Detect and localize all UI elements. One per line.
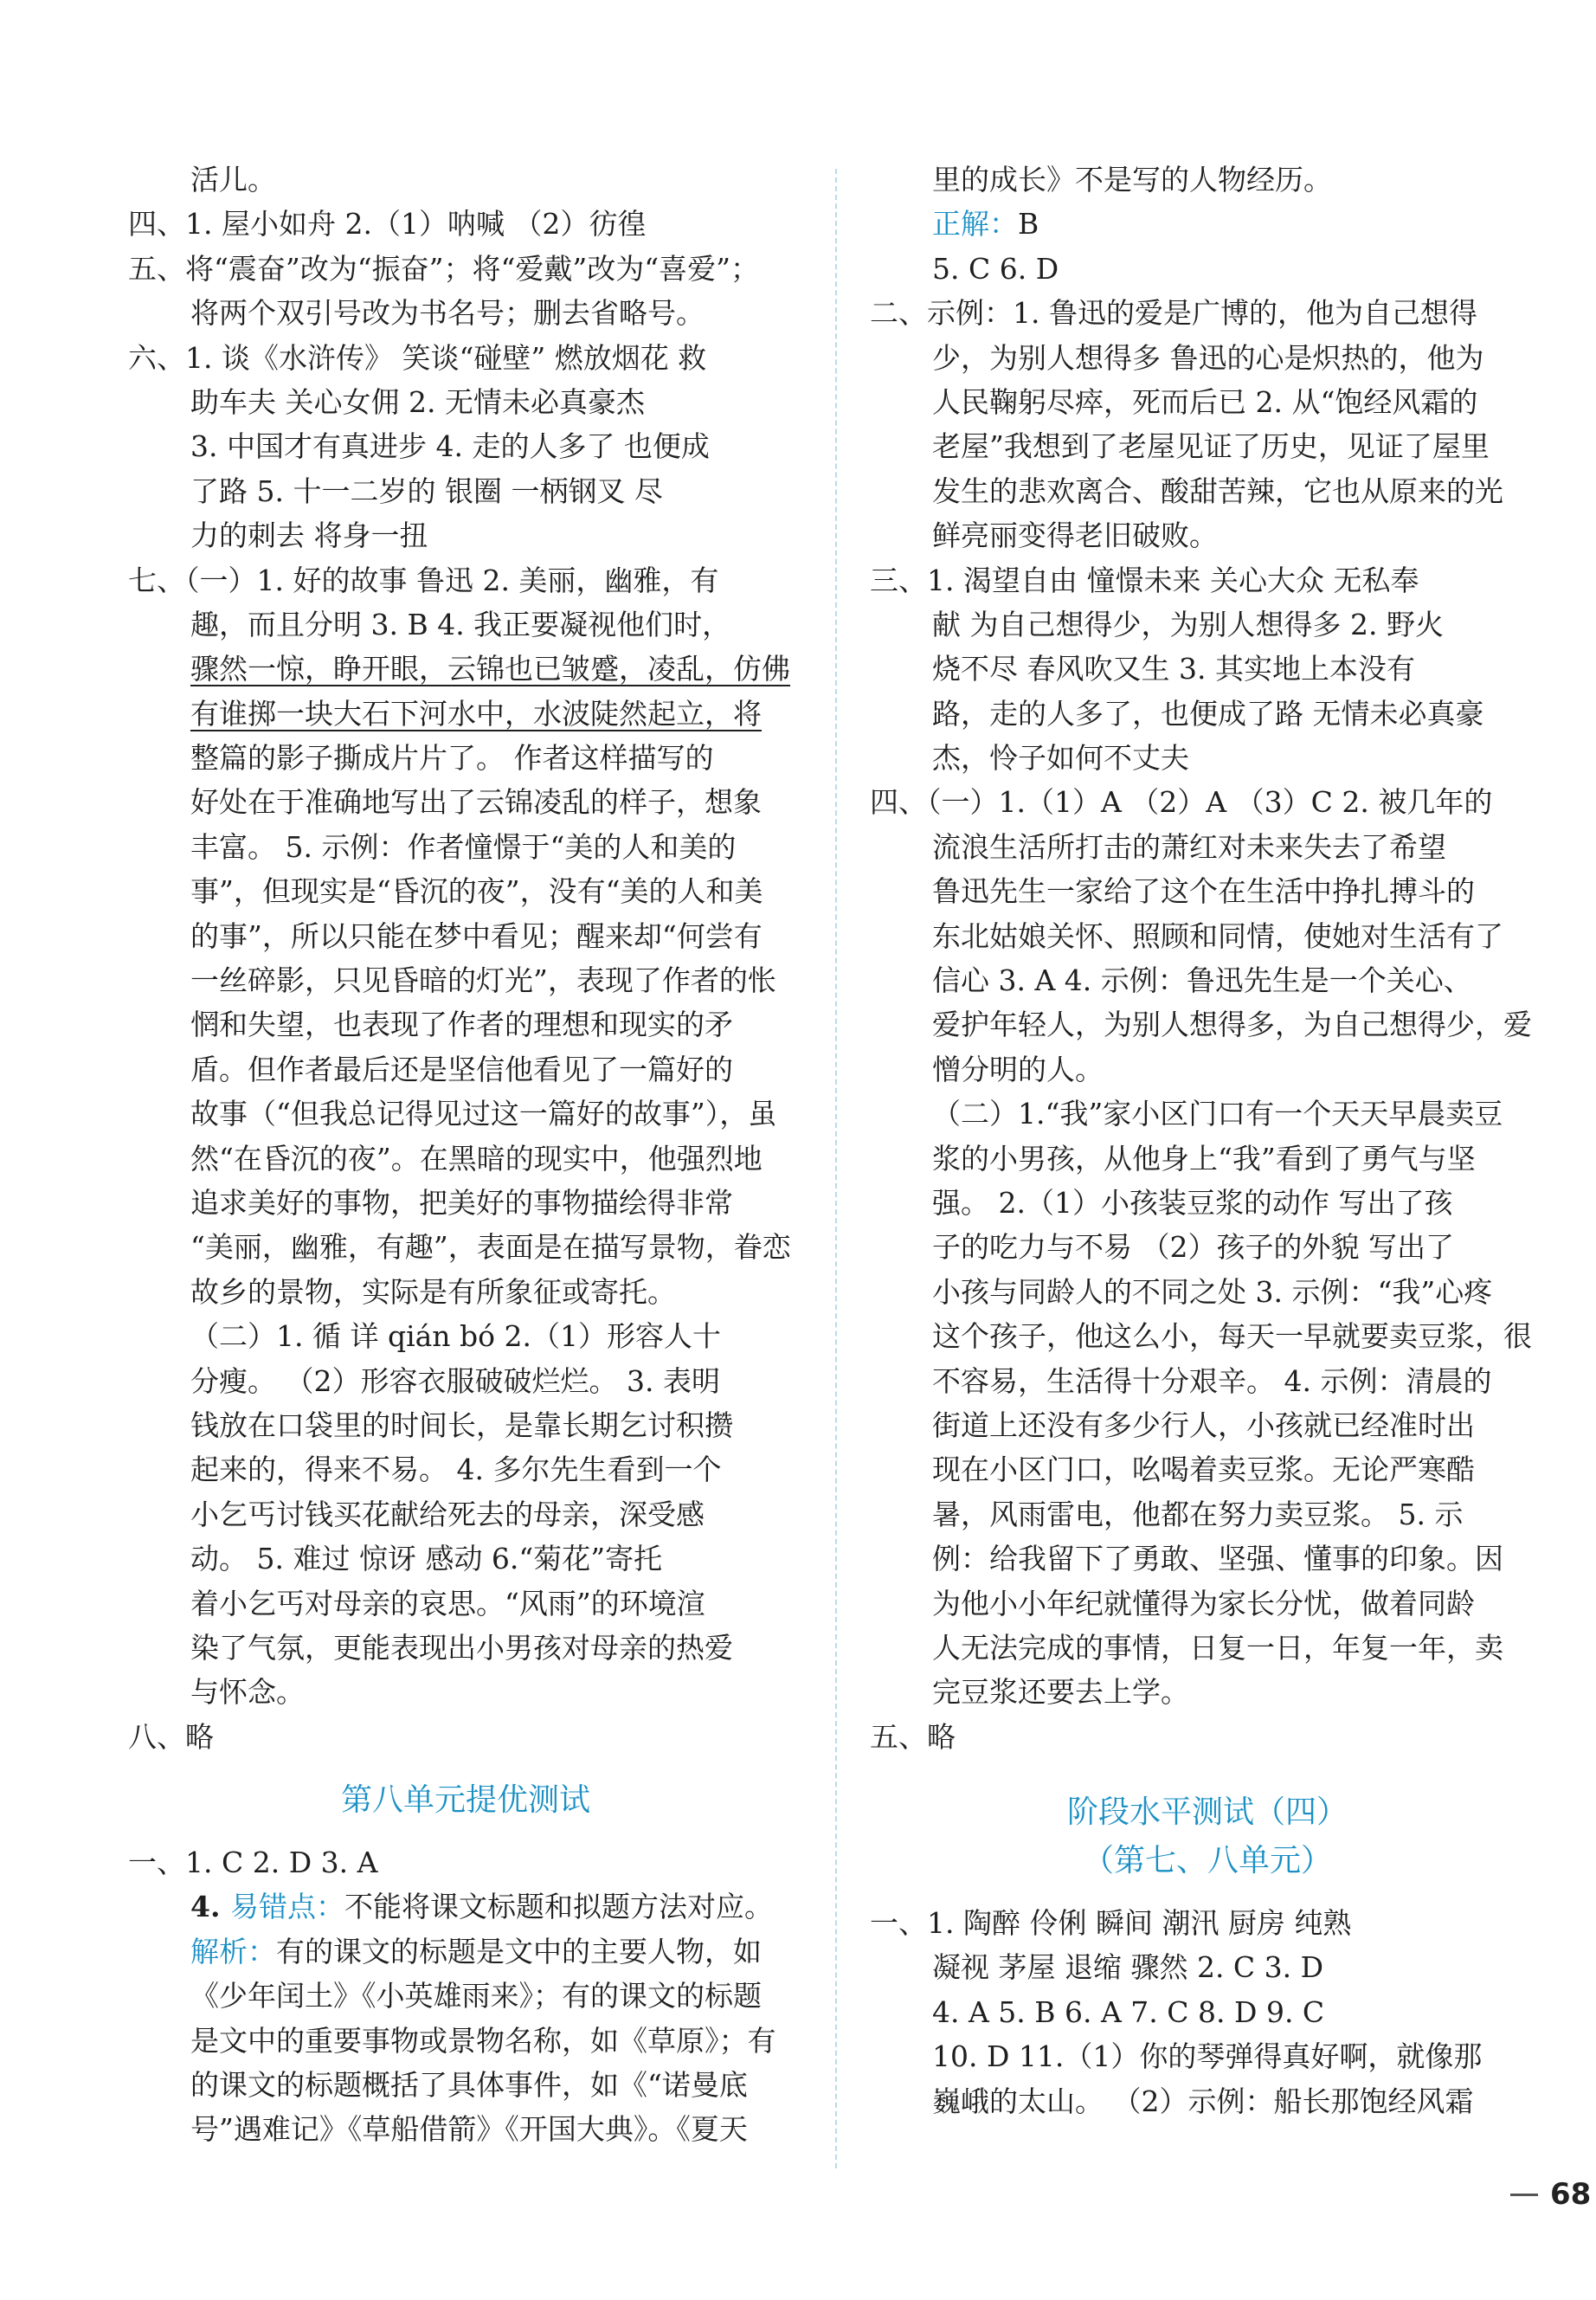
answer-line [870,736,1545,780]
answer-line [870,780,1545,824]
answer-line [870,825,1545,869]
answer-line [870,1582,1545,1626]
answer-text: 力的刺去 将身一扭 [190,519,428,553]
answer-text: 八、略 [128,1719,214,1754]
answer-text: 《少年闰土》《小英雄雨来》；有的课文的标题 [190,1979,762,2013]
answer-line [128,1974,803,2018]
answer-text: 追求美好的事物，把美好的事物描绘得非常 [190,1185,733,1220]
answer-line [128,1181,803,1225]
answer-line [870,602,1545,647]
answer-line [870,558,1545,602]
answer-line [128,1537,803,1581]
section-heading: （第七、八单元） [1082,1843,1332,1879]
answer-line [128,1492,803,1537]
answer-text: 一、1. 陶醉 伶俐 瞬间 潮汛 厨房 纯熟 [870,1906,1352,1941]
answer-text: 人无法完成的事情，日复一日，年复一年，卖 [932,1630,1503,1665]
answer-line [870,1225,1545,1269]
answer-line [870,1314,1545,1358]
answer-text: 暑，风雨雷电，他都在努力卖豆浆。 5. 示 [932,1497,1464,1531]
answer-text: 三、1. 渴望自由 憧憬未来 关心大众 无私奉 [870,563,1419,597]
answer-line [128,1359,803,1403]
answer-text: 5. C 6. D [932,251,1059,286]
answer-line [128,291,803,335]
answer-line [870,647,1545,691]
answer-line [128,1314,803,1358]
answer-text: 献 为自己想得少，为别人想得多 2. 野火 [932,607,1444,641]
answer-text: 街道上还没有多少行人，小孩就已经准时出 [932,1408,1475,1442]
answer-text: （二）1.“我”家小区门口有一个天天早晨卖豆 [932,1097,1503,1131]
section-heading: 第八单元提优测试 [340,1782,590,1819]
answer-text: 强。 2.（1）小孩装豆浆的动作 写出了孩 [932,1185,1453,1220]
note-label: 正解： [932,207,1018,242]
answer-line [870,1537,1545,1581]
answer-line [870,1626,1545,1670]
answer-line [128,1884,803,1929]
answer-line [870,336,1545,380]
answer-text: 二、示例：1. 鲁迅的爱是广博的，他为自己想得 [870,296,1477,331]
answer-text: 里的成长》不是写的人物经历。 [932,163,1332,196]
answer-text: 七、（一）1. 好的故事 鲁迅 2. 美丽，幽雅，有 [128,563,719,597]
answer-line [870,958,1545,1002]
answer-line [128,958,803,1002]
answer-text: 五、将“震奋”改为“振奋”；将“爱戴”改为“喜爱”； [128,251,759,286]
answer-line [870,291,1545,335]
answer-line [870,1137,1545,1181]
answer-line [128,1715,803,1759]
answer-line [870,1990,1545,2034]
answer-line [128,602,803,647]
answer-text: 完豆浆还要去上学。 [932,1675,1189,1710]
answer-line [870,1092,1545,1136]
answer-text: 人民鞠躬尽瘁，死而后已 2. 从“饱经风霜的 [932,384,1478,419]
left-column [128,158,803,2152]
page-number-dash [1510,2194,1538,2196]
answer-line [870,1359,1545,1403]
answer-line [128,780,803,824]
answer-line [128,825,803,869]
answer-text: 老屋”我想到了老屋见证了历史，见证了屋里 [932,429,1490,464]
answer-line [128,424,803,468]
answer-line [128,380,803,424]
answer-line [128,869,803,913]
answer-line [128,1270,803,1314]
right-column [870,158,1545,2123]
answer-text: 不能将课文标题和拟题方法对应。 [344,1890,773,1924]
answer-text: B [1018,207,1039,242]
answer-text: 例：给我留下了勇敢、坚强、懂事的印象。因 [932,1542,1503,1576]
answer-line [870,513,1545,557]
item-number: 4. [190,1890,230,1924]
answer-line [870,2079,1545,2123]
answer-line [128,692,803,736]
answer-line [870,158,1545,202]
answer-line [870,1002,1545,1047]
answer-text: 助车夫 关心女佣 2. 无情未必真豪杰 [190,384,645,419]
answer-line [128,1225,803,1269]
answer-text: 五、略 [870,1719,956,1754]
answer-text: 的事”，所以只能在梦中看见；醒来却“何尝有 [190,918,763,953]
answer-text: 凝视 茅屋 退缩 骤然 2. C 3. D [932,1950,1324,1985]
answer-text: 丰富。 5. 示例：作者憧憬于“美的人和美的 [190,829,737,864]
answer-line [128,558,803,602]
answer-text: 事”，但现实是“昏沉的夜”，没有“美的人和美 [190,874,763,909]
answer-text: 四、（一）1.（1）A （2）A （3）C 2. 被几年的 [870,785,1493,820]
answer-line [128,1930,803,1974]
answer-text: 动。 5. 难过 惊讶 感动 6.“菊花”寄托 [190,1542,663,1576]
answer-text: 鲜亮丽变得老旧破败。 [932,519,1218,553]
answer-text: 有的课文的标题是文中的主要人物，如 [276,1934,762,1968]
answer-line [870,1403,1545,1447]
answer-line [128,1092,803,1136]
answer-line [870,869,1545,913]
answer-text: （二）1. 循 详 qián bó 2.（1）形容人十 [190,1319,722,1354]
answer-text: 然“在昏沉的夜”。在黑暗的现实中，他强烈地 [190,1141,763,1176]
answer-text: 染了气氛，更能表现出小男孩对母亲的热爱 [190,1630,733,1665]
answer-text: 钱放在口袋里的时间长，是靠长期乞讨积攒 [190,1408,733,1442]
column-divider [835,169,837,2168]
answer-text: 一、1. C 2. D 3. A [128,1846,378,1880]
answer-line [870,692,1545,736]
answer-text: 为他小小年纪就懂得为家长分忧，做着同龄 [932,1586,1475,1620]
answer-line [870,202,1545,246]
answer-text: 子的吃力与不易 （2）孩子的外貌 写出了 [932,1230,1454,1265]
answer-text: 爱护年轻人，为别人想得多，为自己想得少，爱 [932,1008,1532,1042]
answer-text: 了路 5. 十一二岁的 银圈 一柄钢叉 尽 [190,474,663,508]
answer-text: 着小乞丐对母亲的哀思。“风雨”的环境渲 [190,1586,705,1620]
answer-text: “美丽，幽雅，有趣”，表面是在描写景物，眷恋 [190,1230,791,1265]
answer-text: 故事（“但我总记得见过这一篇好的故事”），虽 [190,1097,777,1131]
answer-line [128,1670,803,1714]
answer-line [128,513,803,557]
answer-line [128,647,803,691]
answer-text: 憎分明的人。 [932,1052,1104,1086]
answer-text: 分瘦。 （2）形容衣服破破烂烂。 3. 表明 [190,1363,720,1398]
answer-line [870,2034,1545,2078]
answer-line [870,1447,1545,1491]
answer-line [128,1403,803,1447]
page-footer [1510,2173,1591,2216]
answer-text: 4. A 5. B 6. A 7. C 8. D 9. C [932,1994,1325,2029]
answer-line [128,469,803,513]
answer-text: 鲁迅先生一家给了这个在生活中挣扎搏斗的 [932,874,1475,909]
answer-line [128,1582,803,1626]
answer-text: 骤然一惊，睁开眼，云锦也已皱蹙，凌乱，仿佛 [190,652,790,686]
answer-text: 趣，而且分明 3. B 4. 我正要凝视他们时， [190,607,731,641]
answer-line [870,1945,1545,1989]
answer-text: 整篇的影子撕成片片了。 作者这样描写的 [190,741,714,776]
answer-text: 号”遇难记》《草船借箭》《开国大典》。《夏天 [190,2112,748,2147]
answer-line [128,202,803,246]
answer-line [128,1447,803,1491]
answer-line [870,469,1545,513]
answer-line [128,1137,803,1181]
answer-line [870,380,1545,424]
answer-text: 流浪生活所打击的萧红对未来失去了希望 [932,829,1446,864]
answer-line [870,424,1545,468]
answer-line [128,914,803,958]
answer-text: 一丝碎影，只见昏暗的灯光”，表现了作者的怅 [190,963,776,998]
answer-text: 将两个双引号改为书名号；删去省略号。 [190,296,705,331]
answer-text: 的课文的标题概括了具体事件，如《“诺曼底 [190,2068,748,2103]
answer-text: 盾。但作者最后还是坚信他看见了一篇好的 [190,1052,733,1086]
answer-line [870,1715,1545,1759]
answer-line [128,336,803,380]
answer-text: 发生的悲欢离合、酸甜苦辣，它也从原来的光 [932,474,1503,508]
answer-text: 这个孩子，他这么小，每天一早就要卖豆浆，很 [932,1319,1532,1354]
answer-text: 东北姑娘关怀、照顾和同情，使她对生活有了 [932,918,1503,953]
answer-text: 活儿。 [190,163,276,196]
note-label: 解析： [190,1934,276,1968]
answer-text: 小孩与同龄人的不同之处 3. 示例：“我”心疼 [932,1274,1493,1309]
answer-line [128,2063,803,2107]
answer-line [870,1047,1545,1092]
answer-text: 路，走的人多了，也便成了路 无情未必真豪 [932,696,1484,731]
answer-text: 巍峨的太山。 （2）示例：船长那饱经风霜 [932,2084,1474,2118]
answer-line [870,1270,1545,1314]
answer-line [128,1047,803,1092]
answer-text: 有谁掷一块大石下河水中，水波陡然起立，将 [190,696,762,731]
answer-line [128,2019,803,2063]
answer-text: 信心 3. A 4. 示例：鲁迅先生是一个关心、 [932,963,1472,998]
answer-text: 3. 中国才有真进步 4. 走的人多了 也便成 [190,429,710,464]
answer-line [870,1901,1545,1945]
page-number: 68 [1550,2177,1592,2212]
answer-text: 不容易，生活得十分艰辛。 4. 示例：清晨的 [932,1363,1492,1398]
answer-text: 与怀念。 [190,1675,305,1710]
answer-text: 惘和失望，也表现了作者的理想和现实的矛 [190,1008,733,1042]
answer-line [128,736,803,780]
answer-line [870,914,1545,958]
section-heading: 阶段水平测试（四） [1066,1794,1348,1831]
answer-line [870,247,1545,291]
answer-text: 小乞丐讨钱买花献给死去的母亲，深受感 [190,1497,705,1531]
answer-line [128,1002,803,1047]
answer-text: 10. D 11.（1）你的琴弹得真好啊，就像那 [932,2039,1483,2074]
answer-line [870,1670,1545,1714]
answer-text: 故乡的景物，实际是有所象征或寄托。 [190,1274,676,1309]
answer-text: 烧不尽 春风吹又生 3. 其实地上本没有 [932,652,1415,686]
answer-line [128,1840,803,1884]
answer-text: 四、1. 屋小如舟 2.（1）呐喊 （2）彷徨 [128,207,647,242]
answer-text: 少，为别人想得多 鲁迅的心是炽热的，他为 [932,340,1484,375]
answer-text: 现在小区门口，吆喝着卖豆浆。无论严寒酷 [932,1453,1475,1487]
answer-line [128,247,803,291]
answer-text: 好处在于准确地写出了云锦凌乱的样子，想象 [190,785,762,820]
answer-line [128,2107,803,2151]
answer-line [128,1626,803,1670]
answer-line [870,1492,1545,1537]
answer-text: 起来的，得来不易。 4. 多尔先生看到一个 [190,1453,722,1487]
answer-text: 杰，怜子如何不丈夫 [932,741,1189,776]
answer-text: 浆的小男孩，从他身上“我”看到了勇气与坚 [932,1141,1476,1176]
answer-text: 是文中的重要事物或景物名称，如《草原》；有 [190,2023,776,2058]
answer-line [128,158,803,202]
note-label: 易错点： [229,1890,344,1924]
answer-text: 六、1. 谈《水浒传》 笑谈“碰壁” 燃放烟花 救 [128,340,707,375]
answer-line [870,1181,1545,1225]
